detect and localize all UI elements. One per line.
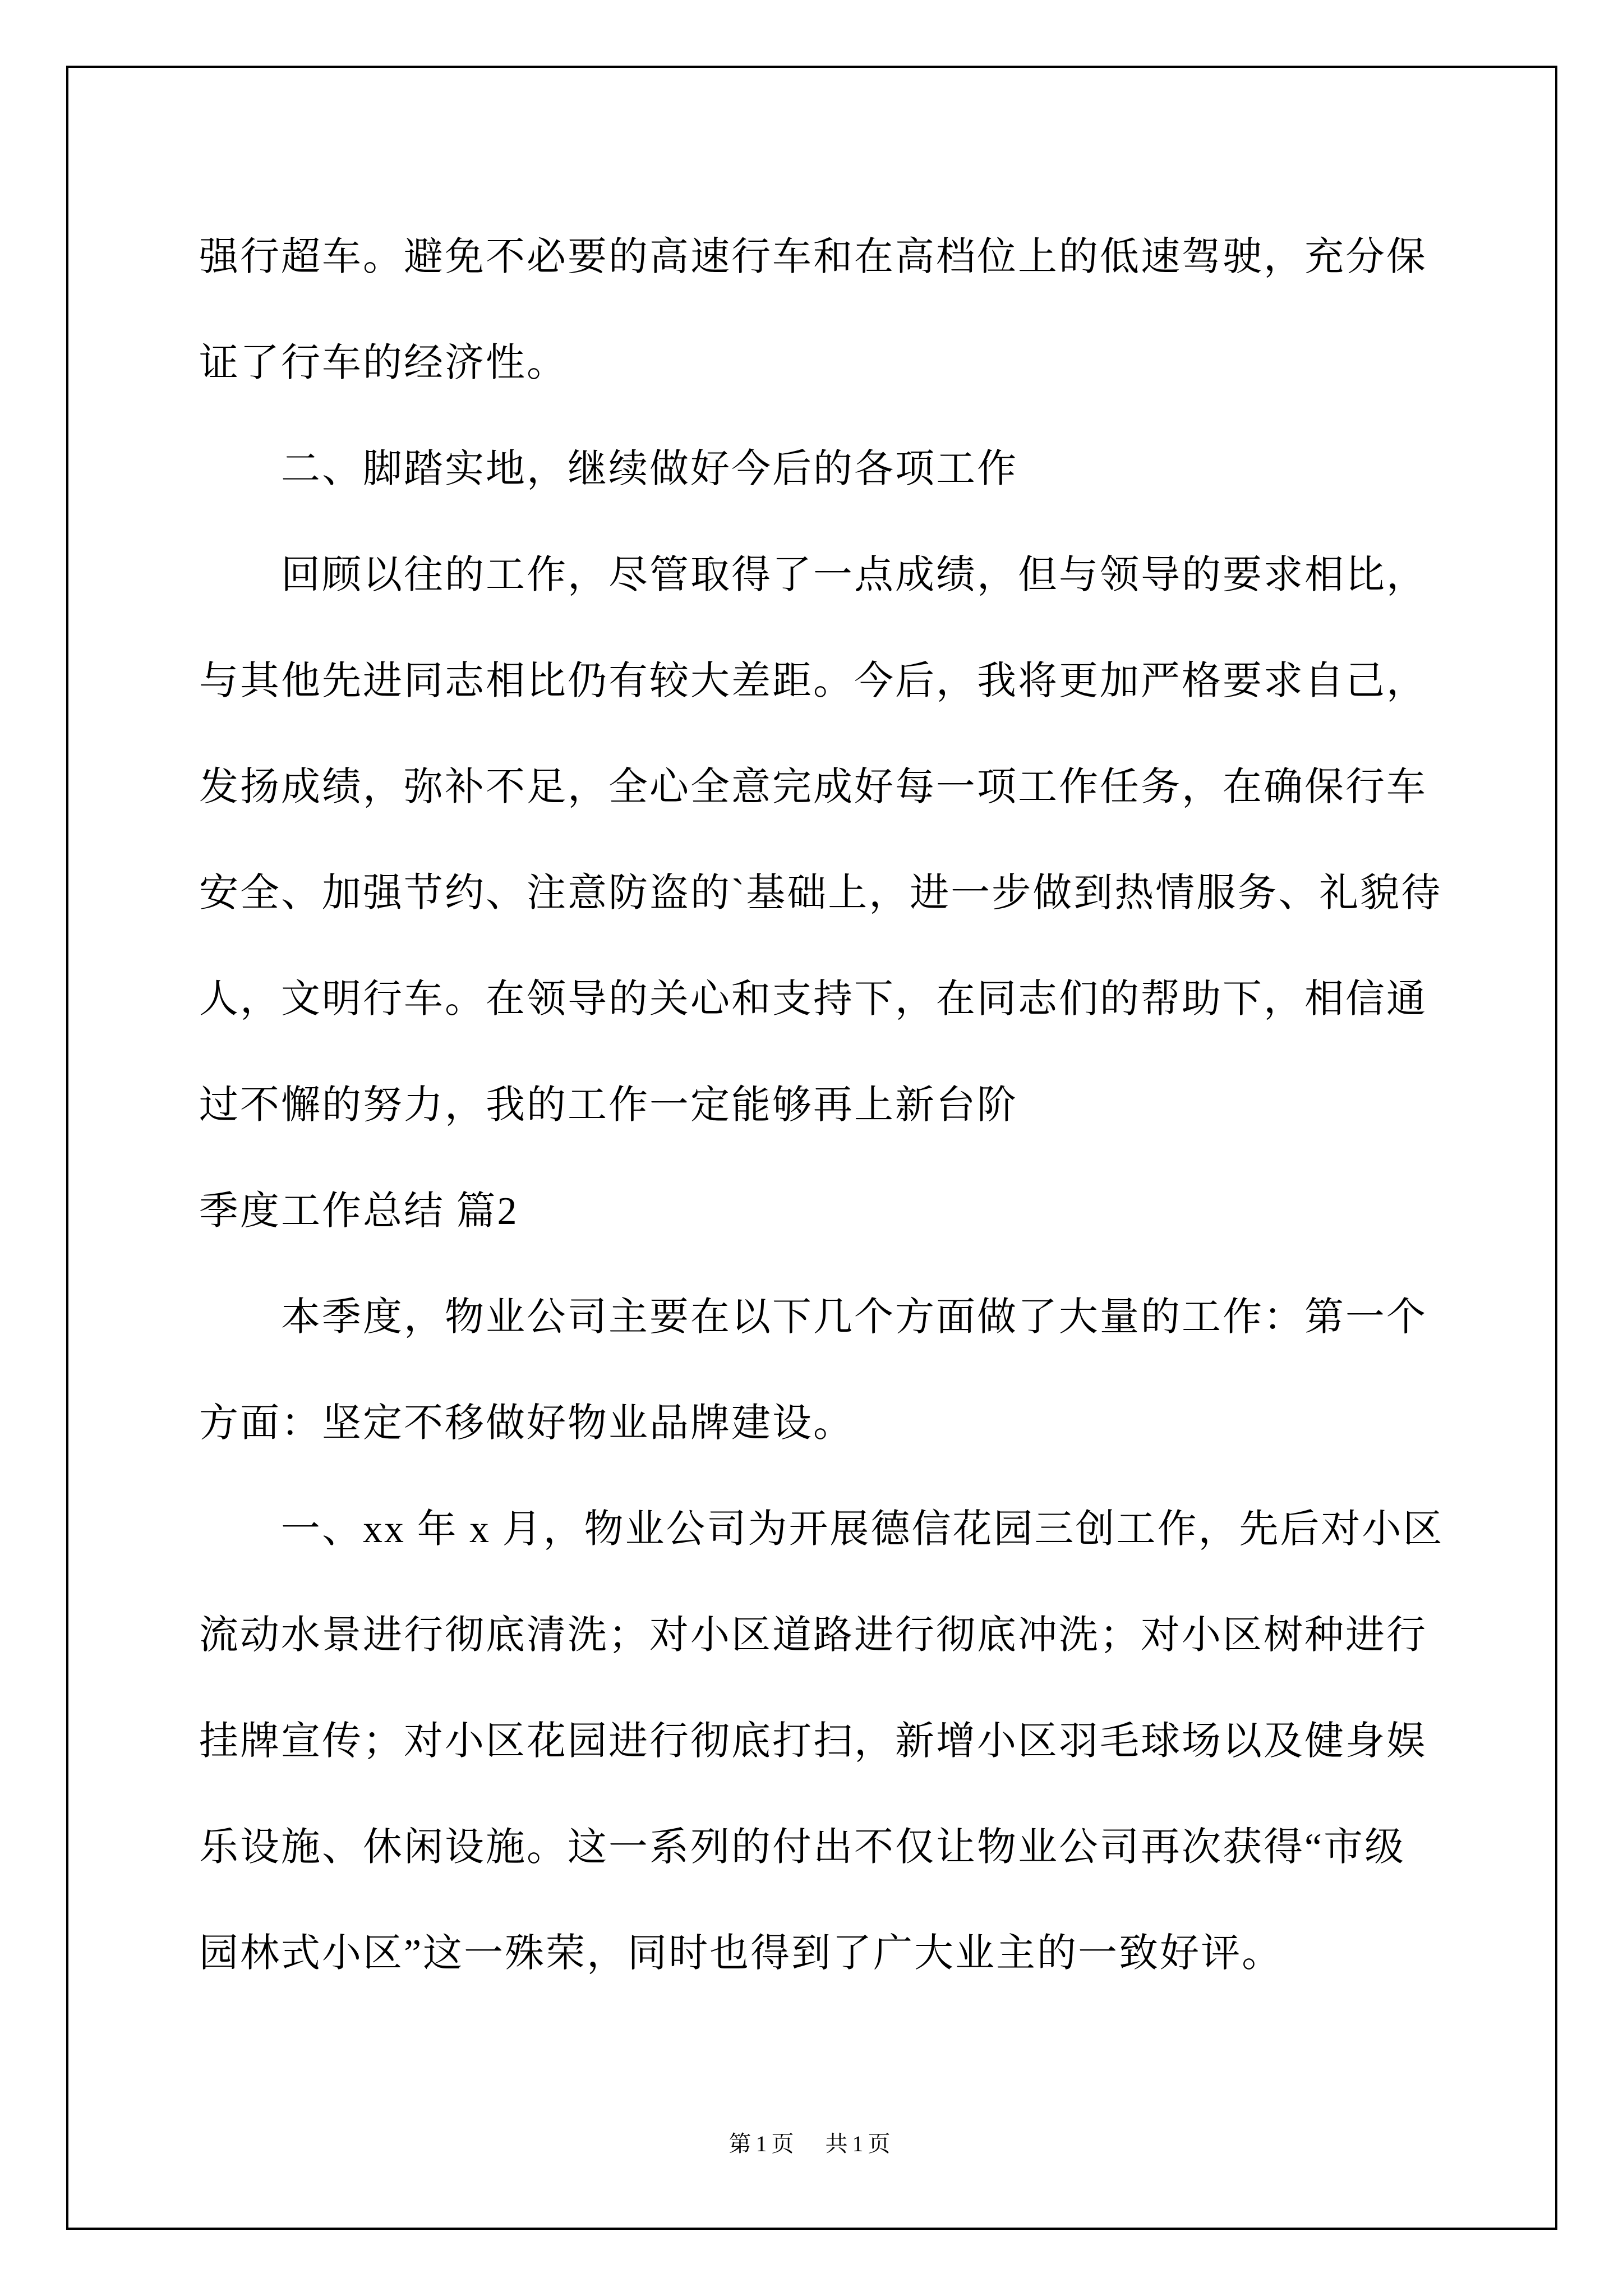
paragraph-line: 流动水景进行彻底清洗；对小区道路进行彻底冲洗；对小区树种进行 <box>199 1614 1427 1657</box>
paragraph-line: 证了行车的经济性。 <box>199 342 568 385</box>
paragraph-line: 乐设施、休闲设施。这一系列的付出不仅让物业公司再次获得“市级 <box>199 1826 1406 1869</box>
paragraph-line: 发扬成绩，弥补不足，全心全意完成好每一项工作任务，在确保行车 <box>199 766 1427 809</box>
paragraph-line: 二、脚踏实地，继续做好今后的各项工作 <box>281 448 1018 491</box>
paragraph-line: 回顾以往的工作，尽管取得了一点成绩，但与领导的要求相比， <box>281 554 1427 597</box>
section-title-line: 季度工作总结 篇2 <box>199 1190 519 1233</box>
paragraph-line: 方面：坚定不移做好物业品牌建设。 <box>199 1402 854 1445</box>
paragraph-line: 强行超车。避免不必要的高速行车和在高档位上的低速驾驶，充分保 <box>199 236 1427 279</box>
paragraph-line: 与其他先进同志相比仍有较大差距。今后，我将更加严格要求自己， <box>199 660 1427 703</box>
page-number-text: 第1页 共1页 <box>728 2131 895 2156</box>
paragraph-line: 人，文明行车。在领导的关心和支持下，在同志们的帮助下，相信通 <box>199 978 1427 1021</box>
paragraph-line: 安全、加强节约、注意防盗的`基础上，进一步做到热情服务、礼貌待 <box>199 872 1442 915</box>
paragraph-line: 本季度，物业公司主要在以下几个方面做了大量的工作：第一个 <box>281 1296 1427 1339</box>
paragraph-line: 一、xx 年 x 月，物业公司为开展德信花园三创工作，先后对小区 <box>281 1508 1444 1551</box>
paragraph-line: 挂牌宣传；对小区花园进行彻底打扫，新增小区羽毛球场以及健身娱 <box>199 1720 1427 1763</box>
paragraph-line: 园林式小区”这一殊荣，同时也得到了广大业主的一致好评。 <box>199 1932 1283 1975</box>
document-body <box>199 204 1444 2007</box>
page-footer <box>66 2128 1557 2160</box>
paragraph-line: 过不懈的努力，我的工作一定能够再上新台阶 <box>199 1084 1018 1127</box>
